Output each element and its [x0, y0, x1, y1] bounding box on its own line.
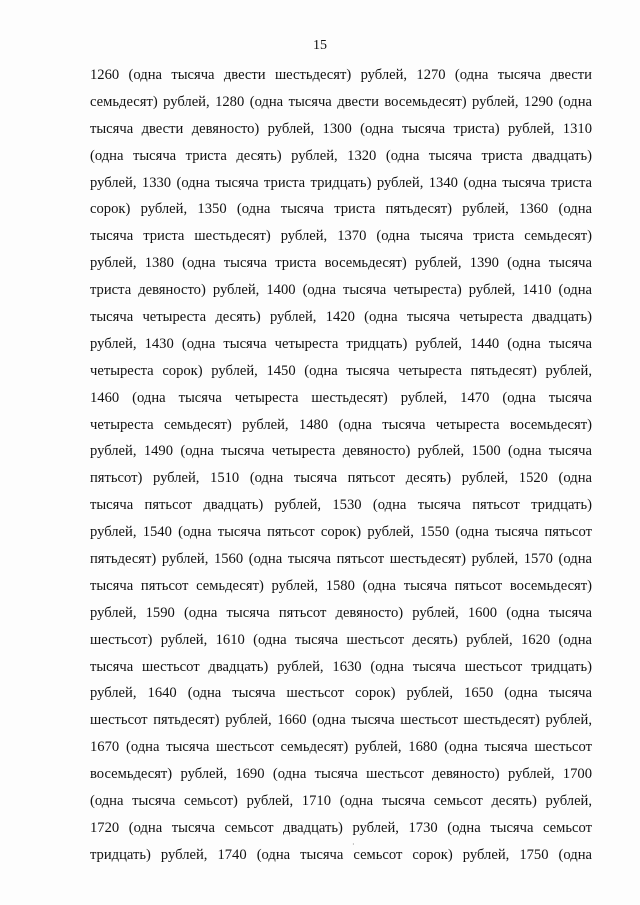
text-line-5: рублей, 1330 (одна тысяча триста тридцать) рублей, 1340 (одна тысяча триста	[90, 174, 592, 191]
text-line-30: тридцать) рублей, 1740 (одна тысяча семьсот сорок) рублей, 1750 (одна	[90, 846, 592, 863]
text-line-25: шестьсот пятьдесят) рублей, 1660 (одна тысяча шестьсот шестьдесят) рублей,	[90, 712, 592, 729]
page-number: 15	[313, 38, 327, 53]
text-line-17: тысяча пятьсот двадцать) рублей, 1530 (одна тысяча пятьсот тридцать)	[90, 497, 592, 514]
text-line-7: тысяча триста шестьдесят) рублей, 1370 (одна тысяча триста семьдесят)	[90, 228, 592, 245]
text-line-22: шестьсот) рублей, 1610 (одна тысяча шестьсот десять) рублей, 1620 (одна	[90, 631, 592, 648]
text-line-16: пятьсот) рублей, 1510 (одна тысяча пятьсот десять) рублей, 1520 (одна	[90, 470, 592, 487]
text-line-14: четыреста семьдесят) рублей, 1480 (одна тысяча четыреста восемьдесят)	[90, 416, 592, 433]
text-line-18: рублей, 1540 (одна тысяча пятьсот сорок) рублей, 1550 (одна тысяча пятьсот	[90, 524, 592, 541]
text-line-10: тысяча четыреста десять) рублей, 1420 (одна тысяча четыреста двадцать)	[90, 309, 592, 326]
body-text	[90, 62, 592, 869]
text-line-29: 1720 (одна тысяча семьсот двадцать) рублей, 1730 (одна тысяча семьсот	[90, 819, 592, 836]
text-line-8: рублей, 1380 (одна тысяча триста восемьдесят) рублей, 1390 (одна тысяча	[90, 255, 592, 272]
text-line-19: пятьдесят) рублей, 1560 (одна тысяча пятьсот шестьдесят) рублей, 1570 (одна	[90, 551, 592, 568]
text-line-9: триста девяносто) рублей, 1400 (одна тысяча четыреста) рублей, 1410 (одна	[90, 282, 592, 299]
text-line-12: четыреста сорок) рублей, 1450 (одна тысяча четыреста пятьдесят) рублей,	[90, 362, 592, 379]
text-line-6: сорок) рублей, 1350 (одна тысяча триста пятьдесят) рублей, 1360 (одна	[90, 201, 592, 218]
text-line-13: 1460 (одна тысяча четыреста шестьдесят) рублей, 1470 (одна тысяча	[90, 389, 592, 406]
text-line-27: восемьдесят) рублей, 1690 (одна тысяча шестьсот девяносто) рублей, 1700	[90, 766, 592, 783]
text-line-20: тысяча пятьсот семьдесят) рублей, 1580 (одна тысяча пятьсот восемьдесят)	[90, 577, 592, 594]
text-line-23: тысяча шестьсот двадцать) рублей, 1630 (одна тысяча шестьсот тридцать)	[90, 658, 592, 675]
text-line-24: рублей, 1640 (одна тысяча шестьсот сорок) рублей, 1650 (одна тысяча	[90, 685, 592, 702]
text-line-11: рублей, 1430 (одна тысяча четыреста тридцать) рублей, 1440 (одна тысяча	[90, 335, 592, 352]
scan-speck: ·	[352, 840, 355, 849]
text-line-2: семьдесят) рублей, 1280 (одна тысяча двести восемьдесят) рублей, 1290 (одна	[90, 93, 592, 110]
text-line-3: тысяча двести девяносто) рублей, 1300 (одна тысяча триста) рублей, 1310	[90, 120, 592, 137]
text-line-28: (одна тысяча семьсот) рублей, 1710 (одна тысяча семьсот десять) рублей,	[90, 793, 592, 810]
text-line-1: 1260 (одна тысяча двести шестьдесят) рублей, 1270 (одна тысяча двести	[90, 67, 592, 83]
text-line-15: рублей, 1490 (одна тысяча четыреста девяносто) рублей, 1500 (одна тысяча	[90, 443, 592, 460]
text-line-26: 1670 (одна тысяча шестьсот семьдесят) рублей, 1680 (одна тысяча шестьсот	[90, 739, 592, 756]
text-line-4: (одна тысяча триста десять) рублей, 1320 (одна тысяча триста двадцать)	[90, 147, 592, 164]
text-line-21: рублей, 1590 (одна тысяча пятьсот девяносто) рублей, 1600 (одна тысяча	[90, 604, 592, 621]
